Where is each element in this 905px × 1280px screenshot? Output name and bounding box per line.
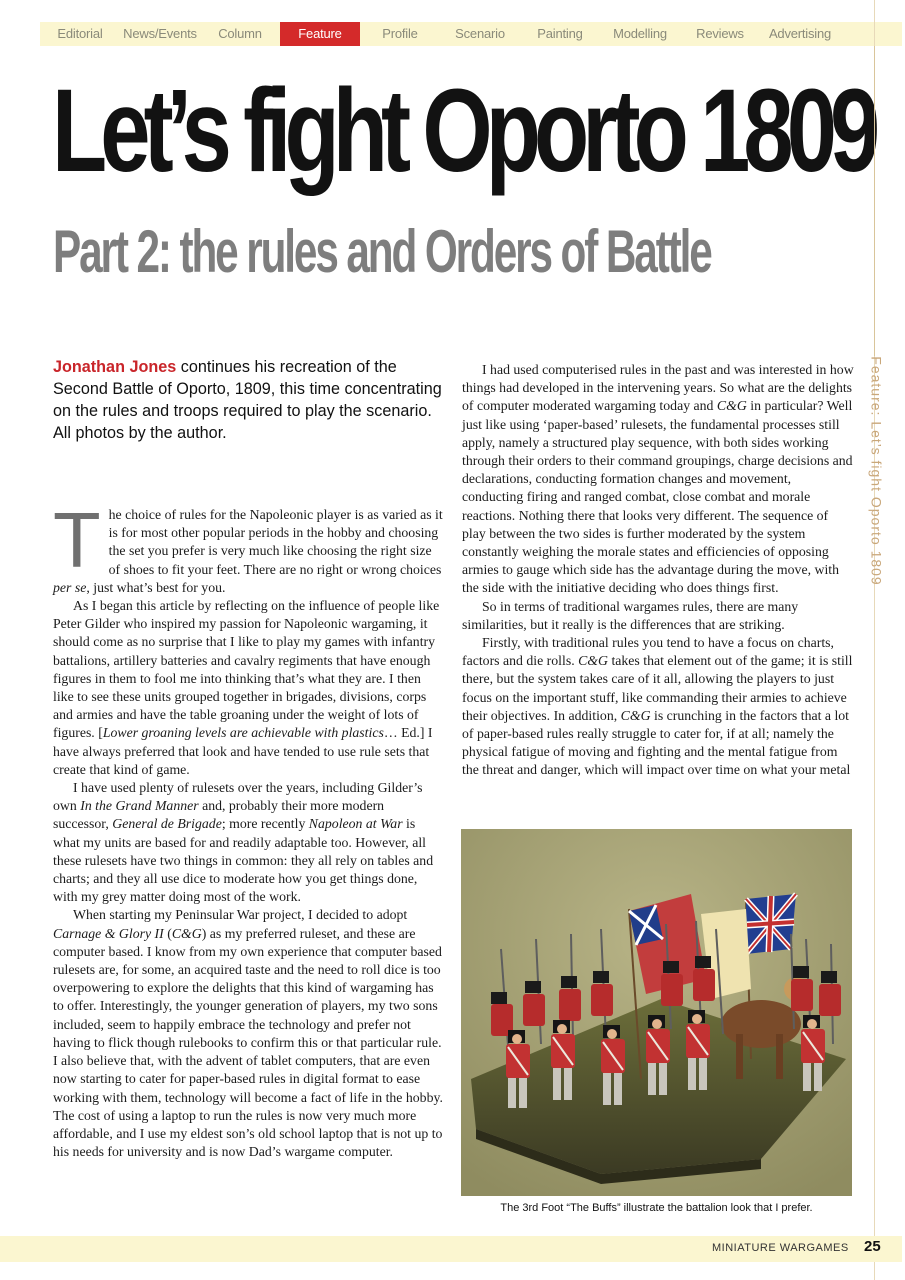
- photo-3rd-foot-figures: [461, 829, 852, 1196]
- nav-advertising[interactable]: Advertising: [768, 26, 832, 41]
- paragraph-2: As I began this article by reflecting on the influence of people like Peter Gilder who inspired my passion for Napoleonic wargaming, it should come as no surprise that I like to play my games with infantry battalions, artillery batteries and cavalry regiments that have enough figures in them to fool me into thinking that’s what they are. I then like to see these units grouped together in brigades, divisions, corps and armies and have the table groaning under the weight of lots of figures. [Lower groaning levels are achievable with plastics… Ed.] I have always preferred that look and have tended to use rule sets that create that kind of game.: [53, 598, 440, 777]
- nav-modelling[interactable]: Modelling: [613, 26, 667, 41]
- paragraph-7: Firstly, with traditional rules you tend to have a focus on charts, factors and die rolls. C&G takes that element out of the game; it is still there, but the system takes care of it all, allowing the players to just focus on the important stuff, like commanding their armies to achieve their objectives. In addition, C&G is crunching in the factors that a lot of paper-based rules really struggle to cater for, if at all; namely the physical fatigue of moving and fighting and the mental fatigue from the threat and danger, which will impact over time on what your metal: [462, 635, 853, 778]
- page-number: 25: [864, 1238, 881, 1255]
- article-subtitle: Part 2: the rules and Orders of Battle: [53, 218, 711, 285]
- body-column-left: [53, 496, 443, 1161]
- body-column-right: [462, 361, 854, 780]
- footer-magazine-name: MINIATURE WARGAMES: [712, 1242, 849, 1254]
- section-nav: [40, 22, 902, 46]
- side-rule-bottom: [874, 586, 875, 1280]
- standfirst-text: continues his recreation of the Second Battle of Oporto, 1809, this time concentrating on the rules and troops required to play the scenario. All photos by the author.: [53, 358, 442, 442]
- photo-caption: The 3rd Foot “The Buffs” illustrate the battalion look that I prefer.: [500, 1202, 813, 1214]
- nav-news-events[interactable]: News/Events: [123, 26, 197, 41]
- nav-feature[interactable]: Feature: [280, 22, 360, 46]
- drop-cap: T: [53, 496, 101, 584]
- nav-scenario[interactable]: Scenario: [455, 26, 505, 41]
- paragraph-3: I have used plenty of rulesets over the years, including Gilder’s own In the Grand Manner and, probably their more modern successor, General de Brigade; more recently Napoleon at War is what my units are based for and readily adaptable too. However, all these rulesets have two things in common: they all rely on tables and charts; and they all use dice to moderate how you get things done, with my grey matter doing most of the work.: [53, 780, 434, 905]
- side-section-label: Feature: Let’s fight Oporto 1809: [869, 356, 886, 586]
- side-rule-top: [874, 46, 875, 356]
- nav-painting[interactable]: Painting: [537, 26, 583, 41]
- nav-profile[interactable]: Profile: [382, 26, 418, 41]
- paragraph-6: So in terms of traditional wargames rules, there are many similarities, but it really is the differences that are striking.: [462, 598, 799, 632]
- paragraph-5: I had used computerised rules in the past and was interested in how things had developed in the intervening years. So what are the delights of computer moderated wargaming today and C&G in particular? Well just like using ‘paper-based’ rulesets, the fundamental processes still apply, namely a structured play sequence, with both sides working through their orders to their command groupings, charge decisions and declarations, conducting formation changes and movement, conducting firing and ranged combat, close combat and morale reactions. Nothing there that looks very different. The sequence of play between the two sides is further moderated by the system constantly weighing the morale states and efficiencies of opposing armies to gauge which side has the advantage during the move, with the side with the initiative deciding who does things first.: [462, 362, 854, 596]
- nav-column[interactable]: Column: [218, 26, 262, 41]
- nav-reviews[interactable]: Reviews: [696, 26, 744, 41]
- nav-editorial[interactable]: Editorial: [57, 26, 103, 41]
- standfirst: [53, 356, 448, 444]
- author-name: Jonathan Jones: [53, 358, 177, 376]
- article-title: Let’s fight Oporto 1809: [52, 65, 874, 197]
- paragraph-1: The choice of rules for the Napoleonic player is as varied as it is for most other popular periods in the hobby and choosing the set you prefer is very much like choosing the right size of shoes to fit your feet. There are no right or wrong choices per se, just what’s best for you.: [53, 496, 443, 595]
- paragraph-4: When starting my Peninsular War project, I decided to adopt Carnage & Glory II (C&G) as my preferred ruleset, and these are computer based. I know from my own experience that computer based rulesets are, for some, an acquired taste and the need to roll dice is too overpowering to explore the delights that this kind of wargaming has to offer. Interestingly, the younger generation of players, my two sons included, seem to happily embrace the technology and prefer not having to flick though rulebooks to confirm this or that particular rule. I also believe that, with the advent of tablet computers, that are even now starting to cater for paper-based rules in digital format to ease working with them, technology will become a fact of life in the hobby. The cost of using a laptop to run the rules is now very much more affordable, and I use my eldest son’s old school laptop that is not up to his needs for university and is now Dad’s wargame computer.: [53, 907, 443, 1160]
